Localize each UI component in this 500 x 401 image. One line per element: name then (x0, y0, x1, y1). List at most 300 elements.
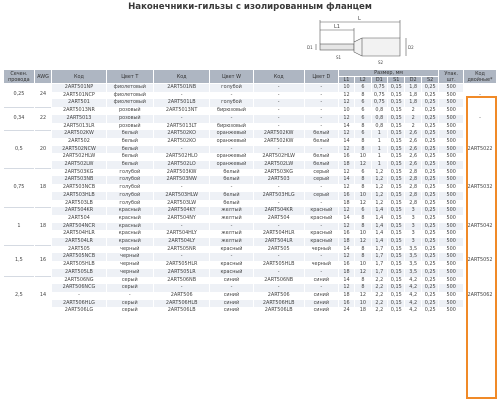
table-cell: 12 (355, 200, 371, 208)
table-cell: 2ART504LR (52, 238, 106, 246)
table-cell: 2,6 (405, 146, 421, 154)
table-cell: синий (210, 307, 253, 315)
table-cell: 1 (371, 138, 387, 146)
table-cell: белый (106, 138, 153, 146)
table-row (4, 130, 497, 138)
table-cell: 0,15 (388, 277, 405, 285)
table-cell: синий (304, 300, 338, 308)
table-cell: 8 (355, 184, 371, 192)
table-cell: 2ART502HLW (253, 153, 304, 161)
table-cell: 500 (439, 246, 464, 254)
table-cell: 500 (439, 138, 464, 146)
awg-cell: 22 (34, 107, 51, 130)
table-cell: 2,6 (405, 153, 421, 161)
table-cell: серый (304, 169, 338, 177)
col-code-w: Код (153, 70, 209, 84)
table-cell: 2ART506 (253, 292, 304, 300)
table-cell: 0,25 (421, 284, 438, 292)
table-cell: синий (210, 277, 253, 285)
table-cell: 0,15 (388, 246, 405, 254)
table-cell: 1,4 (371, 215, 387, 223)
table-cell: 1,8 (405, 99, 421, 107)
table-cell: голубой (106, 169, 153, 177)
table-cell: 2ART506NB (253, 277, 304, 285)
table-cell: - (210, 146, 253, 154)
table-cell: красный (304, 238, 338, 246)
table-cell: 0,15 (388, 223, 405, 231)
table-cell: белый (210, 169, 253, 177)
table-cell: 12 (338, 223, 354, 231)
table-cell: - (253, 107, 304, 115)
table-cell: 1,7 (371, 261, 387, 269)
table-cell: розовый (106, 107, 153, 115)
table-cell: 2ART503KW (153, 169, 209, 177)
table-cell: 0,25 (421, 200, 438, 208)
table-cell: 500 (439, 215, 464, 223)
table-cell: - (153, 146, 209, 154)
table-cell: 12 (355, 238, 371, 246)
table-cell: 0,8 (371, 115, 387, 123)
table-cell: 0,25 (421, 238, 438, 246)
table-cell: 2ART505HLB (253, 261, 304, 269)
table-cell: 2ART504KR (52, 207, 106, 215)
table-cell: синий (210, 300, 253, 308)
table-cell: 0,8 (371, 123, 387, 131)
table-cell: 500 (439, 223, 464, 231)
table-cell: 1,2 (371, 184, 387, 192)
table-cell: 0,25 (421, 107, 438, 115)
table-cell: 24 (338, 307, 354, 315)
table-cell: голубой (210, 99, 253, 107)
table-cell: - (153, 223, 209, 231)
table-cell: 2,6 (405, 130, 421, 138)
col-color-t: Цвет T (106, 70, 153, 84)
table-cell: 500 (439, 192, 464, 200)
table-cell: 12 (355, 161, 371, 169)
table-cell: 2ART504KR (253, 207, 304, 215)
table-cell: 0,15 (388, 261, 405, 269)
table-cell: 12 (338, 130, 354, 138)
table-cell: 3 (405, 230, 421, 238)
table-cell: 0,75 (371, 84, 387, 92)
table-cell: 3,5 (405, 261, 421, 269)
table-cell: 2,8 (405, 200, 421, 208)
table-cell: 0,15 (388, 284, 405, 292)
table-cell: - (253, 123, 304, 131)
awg-cell: 18 (34, 207, 51, 246)
table-cell: серый (106, 300, 153, 308)
awg-cell: 24 (34, 84, 51, 108)
table-cell: розовый (106, 115, 153, 123)
table-cell: 3,5 (405, 269, 421, 277)
table-cell: синий (304, 277, 338, 285)
ferrule-table (3, 69, 497, 315)
table-cell: 1,2 (371, 192, 387, 200)
table-cell: 2,8 (405, 192, 421, 200)
table-cell: 500 (439, 184, 464, 192)
dim-d1-label: D1 (307, 45, 313, 50)
table-cell: 2ART5013NT (153, 107, 209, 115)
table-cell: 2,8 (405, 176, 421, 184)
col-size-group: Размер, мм (338, 70, 439, 77)
table-cell: черный (106, 246, 153, 254)
table-cell: - (304, 123, 338, 131)
table-cell: 2ART5013LT (153, 123, 209, 131)
table-cell: 0,25 (421, 261, 438, 269)
table-cell: 0,75 (371, 99, 387, 107)
table-cell: - (52, 292, 106, 300)
table-cell: - (304, 107, 338, 115)
table-row (4, 146, 497, 154)
table-cell: голубой (106, 192, 153, 200)
table-cell: 2ART505NR (153, 246, 209, 254)
table-cell: - (253, 223, 304, 231)
table-cell: 0,25 (421, 253, 438, 261)
table-row (4, 184, 497, 192)
table-cell: 500 (439, 253, 464, 261)
dual-code-cell: - (464, 84, 497, 108)
col-pack: Упак. шт. (439, 70, 464, 84)
table-cell: 500 (439, 277, 464, 285)
table-cell: 0,25 (421, 146, 438, 154)
table-cell: 0,25 (421, 123, 438, 131)
table-cell: 2ART501NCP (52, 92, 106, 100)
table-cell: голубой (106, 184, 153, 192)
table-cell: 2ART505LR (153, 269, 209, 277)
col-s2: S2 (421, 77, 438, 84)
col-color-w: Цвет W (210, 70, 253, 84)
table-cell: 500 (439, 200, 464, 208)
table-cell: 0,15 (388, 200, 405, 208)
table-cell: 8 (355, 92, 371, 100)
table-cell: белый (106, 153, 153, 161)
table-row (4, 284, 497, 292)
table-cell: черный (106, 261, 153, 269)
dual-code-highlight (466, 96, 497, 399)
col-s1: S1 (388, 77, 405, 84)
table-cell: 14 (338, 277, 354, 285)
table-cell: 2,6 (405, 161, 421, 169)
table-cell: 2ART502KW (253, 130, 304, 138)
col-l1: L1 (338, 77, 354, 84)
table-cell: 2,2 (371, 292, 387, 300)
table-cell: черный (106, 253, 153, 261)
col-d2: D2 (405, 77, 421, 84)
table-cell: бирюзовый (210, 107, 253, 115)
table-cell: 1 (371, 146, 387, 154)
table-cell: фиолетовый (106, 99, 153, 107)
table-cell: 0,25 (421, 176, 438, 184)
table-cell: голубой (210, 84, 253, 92)
table-cell: 12 (338, 115, 354, 123)
awg-cell: 14 (34, 277, 51, 316)
table-cell: 18 (338, 238, 354, 246)
table-cell: 0,15 (388, 253, 405, 261)
section-cell: 0,5 (4, 130, 35, 169)
table-cell: 2ART506HLG (52, 300, 106, 308)
table-cell: 0,15 (388, 161, 405, 169)
dim-l1-label: L1 (334, 24, 340, 30)
table-cell: - (153, 284, 209, 292)
table-cell: 4,2 (405, 292, 421, 300)
table-cell: красный (304, 215, 338, 223)
table-cell: 0,15 (388, 153, 405, 161)
table-cell: 500 (439, 284, 464, 292)
table-cell: 4,2 (405, 277, 421, 285)
section-cell: 0,75 (4, 169, 35, 208)
table-cell: - (210, 284, 253, 292)
table-cell: 6 (355, 169, 371, 177)
dim-s1-label: S1 (336, 55, 342, 60)
table-cell: 2,8 (405, 169, 421, 177)
table-cell: 18 (338, 200, 354, 208)
table-cell: 2ART504 (52, 215, 106, 223)
table-cell: 2ART506HLB (253, 300, 304, 308)
table-cell: 2ART503KG (52, 169, 106, 177)
table-cell: - (304, 99, 338, 107)
table-cell: 6 (355, 84, 371, 92)
table-cell: 0,25 (421, 246, 438, 254)
table-cell: 0,15 (388, 138, 405, 146)
table-cell: 500 (439, 146, 464, 154)
table-cell: 0,25 (421, 115, 438, 123)
table-cell: 500 (439, 84, 464, 92)
table-cell: 10 (355, 300, 371, 308)
table-cell: 0,15 (388, 207, 405, 215)
table-cell: 2ART503NB (52, 176, 106, 184)
table-cell: 500 (439, 269, 464, 277)
table-cell: 1,4 (371, 223, 387, 231)
table-cell: 500 (439, 123, 464, 131)
table-cell: синий (304, 292, 338, 300)
table-cell: 2ART503HLG (253, 192, 304, 200)
table-cell: 0,15 (388, 192, 405, 200)
section-cell: 0,34 (4, 107, 35, 130)
table-cell: черный (304, 261, 338, 269)
table-cell: 500 (439, 107, 464, 115)
table-cell: 8 (355, 146, 371, 154)
col-awg: AWG (34, 70, 51, 84)
table-cell: 2ART505 (52, 246, 106, 254)
table-cell: 1 (371, 153, 387, 161)
table-cell: 500 (439, 153, 464, 161)
table-cell: 0,25 (421, 307, 438, 315)
ferrule-diagram (298, 13, 448, 73)
table-cell: 1,7 (371, 246, 387, 254)
col-code-t: Код (52, 70, 106, 84)
table-cell: бирюзовый (210, 123, 253, 131)
table-cell: 500 (439, 230, 464, 238)
table-cell: 2,2 (371, 300, 387, 308)
table-cell: 1,2 (371, 200, 387, 208)
table-cell: 1,2 (371, 169, 387, 177)
table-cell: серый (304, 176, 338, 184)
table-cell: 2ART504HLR (52, 230, 106, 238)
table-cell: 0,25 (421, 138, 438, 146)
table-cell: - (210, 223, 253, 231)
table-cell: 2,8 (405, 184, 421, 192)
table-cell: - (304, 92, 338, 100)
table-cell: черный (304, 246, 338, 254)
table-cell: 18 (338, 269, 354, 277)
table-cell: белый (304, 130, 338, 138)
table-cell: 3 (405, 215, 421, 223)
table-cell: 0,15 (388, 169, 405, 177)
table-cell: фиолетовый (106, 84, 153, 92)
table-row (4, 107, 497, 115)
table-cell: 0,15 (388, 300, 405, 308)
table-cell: 8 (355, 253, 371, 261)
table-cell: 2ART502LW (253, 161, 304, 169)
table-cell: 2,2 (371, 307, 387, 315)
table-cell: 2ART506LB (253, 307, 304, 315)
table-cell: 2ART501NB (153, 84, 209, 92)
table-cell: 0,15 (388, 130, 405, 138)
table-cell: 2ART506NCG (52, 284, 106, 292)
table-cell: 2ART502HLW (52, 153, 106, 161)
table-cell: 2ART502KW (52, 130, 106, 138)
table-cell: 1 (371, 161, 387, 169)
table-cell: 1 (371, 130, 387, 138)
table-row (4, 269, 497, 277)
table-cell: 8 (355, 215, 371, 223)
table-cell: 0,25 (421, 230, 438, 238)
table-cell: 2ART5013 (52, 115, 106, 123)
table-cell: 12 (338, 99, 354, 107)
col-section: Сечен. провода (4, 70, 35, 84)
table-cell: 2ART5013NR (52, 107, 106, 115)
table-cell: 18 (355, 307, 371, 315)
section-cell: 1,5 (4, 246, 35, 277)
table-cell: 0,15 (388, 84, 405, 92)
table-cell: 2ART503HLB (52, 192, 106, 200)
table-cell: 0,25 (421, 92, 438, 100)
table-cell: 500 (439, 261, 464, 269)
table-cell: 500 (439, 307, 464, 315)
table-row (4, 169, 497, 177)
table-row (4, 253, 497, 261)
table-cell: 6 (355, 130, 371, 138)
table-cell: 2ART504HLY (153, 230, 209, 238)
table-cell: - (253, 146, 304, 154)
table-cell: 500 (439, 207, 464, 215)
table-cell: 6 (355, 207, 371, 215)
table-cell: белый (210, 192, 253, 200)
table-cell: красный (210, 269, 253, 277)
table-cell: 2ART503LB (52, 200, 106, 208)
table-cell: 2ART504NCR (52, 223, 106, 231)
table-cell: 16 (338, 230, 354, 238)
table-cell: 500 (439, 115, 464, 123)
table-row (4, 277, 497, 285)
table-cell: 2ART506LB (153, 307, 209, 315)
table-cell: 0,75 (371, 92, 387, 100)
table-cell: 2ART501 (52, 99, 106, 107)
dim-d2-label: D2 (408, 45, 414, 50)
table-row (4, 207, 497, 215)
table-cell: 2ART502 (52, 138, 106, 146)
table-row (4, 92, 497, 100)
table-cell: - (210, 253, 253, 261)
table-cell: - (210, 92, 253, 100)
table-cell: - (106, 292, 153, 300)
table-cell: 16 (338, 192, 354, 200)
col-dual: Код двойные* (464, 70, 497, 84)
table-row (4, 246, 497, 254)
table-cell: 0,15 (388, 92, 405, 100)
table-cell: - (304, 253, 338, 261)
table-cell: 2ART503NCB (52, 184, 106, 192)
table-cell: 8 (355, 284, 371, 292)
table-cell: 16 (338, 153, 354, 161)
table-cell: черный (106, 269, 153, 277)
table-cell: 500 (439, 130, 464, 138)
table-cell: оранжевый (210, 138, 253, 146)
dual-code-cell: 2ART5042 (464, 207, 497, 246)
table-cell: - (253, 269, 304, 277)
table-cell: 500 (439, 300, 464, 308)
table-row (4, 261, 497, 269)
table-cell: 0,15 (388, 269, 405, 277)
table-cell: 500 (439, 161, 464, 169)
table-cell: 14 (338, 138, 354, 146)
table-cell: серый (106, 284, 153, 292)
table-cell: 2ART504HLR (253, 230, 304, 238)
table-cell: серый (106, 307, 153, 315)
table-cell: 2ART503HLW (153, 192, 209, 200)
table-cell: - (253, 84, 304, 92)
table-cell: 0,25 (421, 215, 438, 223)
table-cell: белый (304, 161, 338, 169)
table-cell: оранжевый (210, 161, 253, 169)
table-cell: 2ART505 (253, 246, 304, 254)
table-cell: 2ART504 (253, 215, 304, 223)
table-cell: 2ART506LG (52, 307, 106, 315)
table-cell: - (253, 92, 304, 100)
table-cell: - (304, 269, 338, 277)
table-cell: 10 (355, 261, 371, 269)
table-cell: серый (304, 192, 338, 200)
table-cell: 0,25 (421, 269, 438, 277)
table-cell: 10 (355, 192, 371, 200)
table-cell: - (304, 200, 338, 208)
table-cell: 0,25 (421, 161, 438, 169)
table-cell: 4,2 (405, 284, 421, 292)
table-cell: - (253, 200, 304, 208)
col-l2: L2 (355, 77, 371, 84)
table-cell: желтый (210, 230, 253, 238)
table-cell: 2ART502KO (153, 138, 209, 146)
dual-code-cell: 2ART5052 (464, 246, 497, 277)
table-cell: 12 (338, 92, 354, 100)
table-cell: красный (210, 246, 253, 254)
table-cell: 2ART503LW (153, 200, 209, 208)
col-code-d: Код (253, 70, 304, 84)
table-row (4, 192, 497, 200)
table-cell: 0,25 (421, 192, 438, 200)
table-cell: 12 (355, 292, 371, 300)
table-cell: белый (210, 200, 253, 208)
table-cell: 8 (355, 246, 371, 254)
table-cell: желтый (210, 215, 253, 223)
table-cell: голубой (106, 176, 153, 184)
table-cell: 0,25 (421, 292, 438, 300)
col-color-d: Цвет D (304, 70, 338, 84)
table-cell: 0,25 (421, 223, 438, 231)
table-cell: 0,15 (388, 184, 405, 192)
table-cell: 2ART505NCB (52, 253, 106, 261)
table-cell: 12 (338, 207, 354, 215)
